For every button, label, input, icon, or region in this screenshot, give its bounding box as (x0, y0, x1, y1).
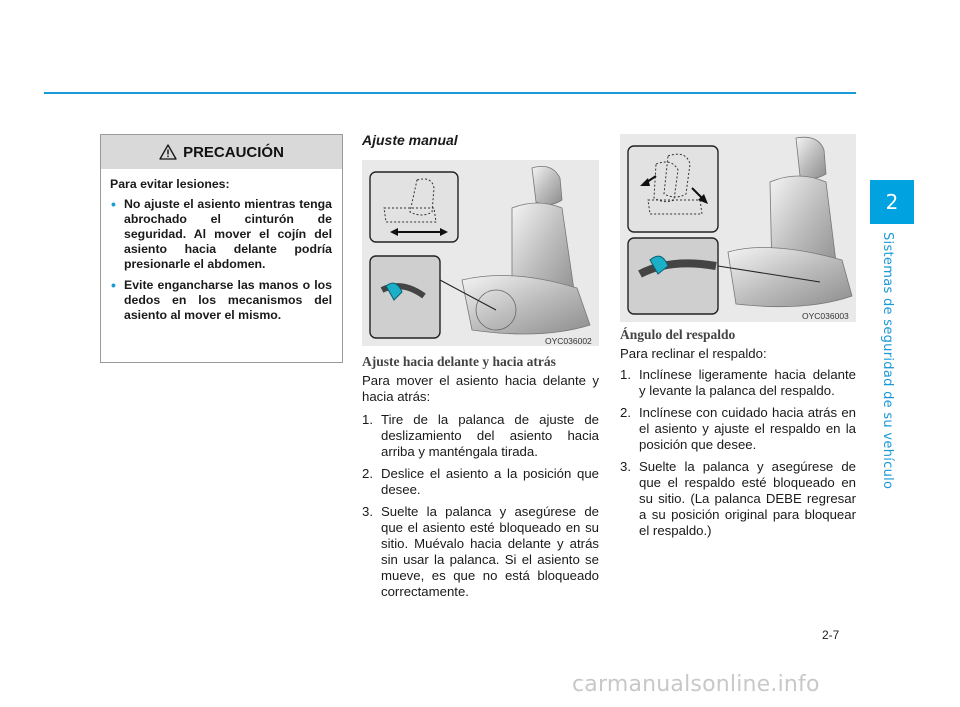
caution-header (101, 135, 342, 169)
step-item: 3. Suelte la palanca y asegúrese de que el respaldo esté bloqueado en su sitio. (La palanca DEBE regresar a su posición original para bloquear el respaldo.) (620, 459, 856, 538)
step-item: 1. Inclínese ligeramente hacia delante y levante la palanca del respaldo. (620, 367, 856, 398)
step-item: 1. Tire de la palanca de ajuste de deslizamiento del asiento hacia arriba y manténgala tirada. (362, 412, 599, 459)
step-item: 2. Inclínese con cuidado hacia atrás en el asiento y ajuste el respaldo en la posición que desee. (620, 405, 856, 452)
subsection-title: Ángulo del respaldo (620, 327, 736, 342)
top-divider (44, 92, 856, 94)
paragraph: Para reclinar el respaldo: (620, 346, 767, 361)
watermark: carmanualsonline.info (572, 672, 820, 697)
chapter-title-vertical (880, 232, 904, 490)
bullet-icon: • (111, 277, 116, 293)
page-number: 2-7 (822, 628, 840, 642)
caution-title: PRECAUCIÓN (183, 143, 284, 161)
warning-triangle-icon (159, 144, 177, 160)
subsection-title: Ajuste hacia delante y hacia atrás (362, 354, 556, 369)
seat-recline-illustration (620, 134, 856, 322)
figure-code: OYC036003 (802, 311, 849, 321)
section-title: Ajuste manual (362, 132, 458, 148)
caution-box (100, 134, 343, 363)
caution-item: • No ajuste el asiento mientras tenga abrochado el cinturón de seguridad. Al mover el cojín del asiento hacia delante podría presionarle el abdomen. (111, 196, 332, 271)
chapter-number: 2 (885, 190, 899, 214)
steps-list (620, 367, 856, 545)
caution-intro: Para evitar lesiones: (110, 177, 230, 191)
step-item: 3. Suelte la palanca y asegúrese de que el asiento esté bloqueado en su sitio. Muévalo hacia delante y atrás sin usar la palanca. Si el asiento se mueve, es que no está bloqueado correctamente. (362, 504, 599, 599)
seat-recline-figure (620, 134, 856, 322)
caution-item: • Evite engancharse las manos o los dedos en los mecanismos del asiento al mover el mismo. (111, 277, 332, 322)
steps-list (362, 412, 599, 606)
seat-slide-illustration (362, 160, 599, 346)
step-item: 2. Deslice el asiento a la posición que desee. (362, 466, 599, 497)
bullet-icon: • (111, 196, 116, 212)
chapter-tab[interactable] (870, 180, 914, 224)
figure-code: OYC036002 (545, 336, 592, 346)
seat-slide-figure (362, 160, 599, 346)
chapter-title: Sistemas de seguridad de su vehículo (880, 232, 895, 490)
paragraph: Para mover el asiento hacia delante y hacia atrás: (362, 373, 599, 404)
